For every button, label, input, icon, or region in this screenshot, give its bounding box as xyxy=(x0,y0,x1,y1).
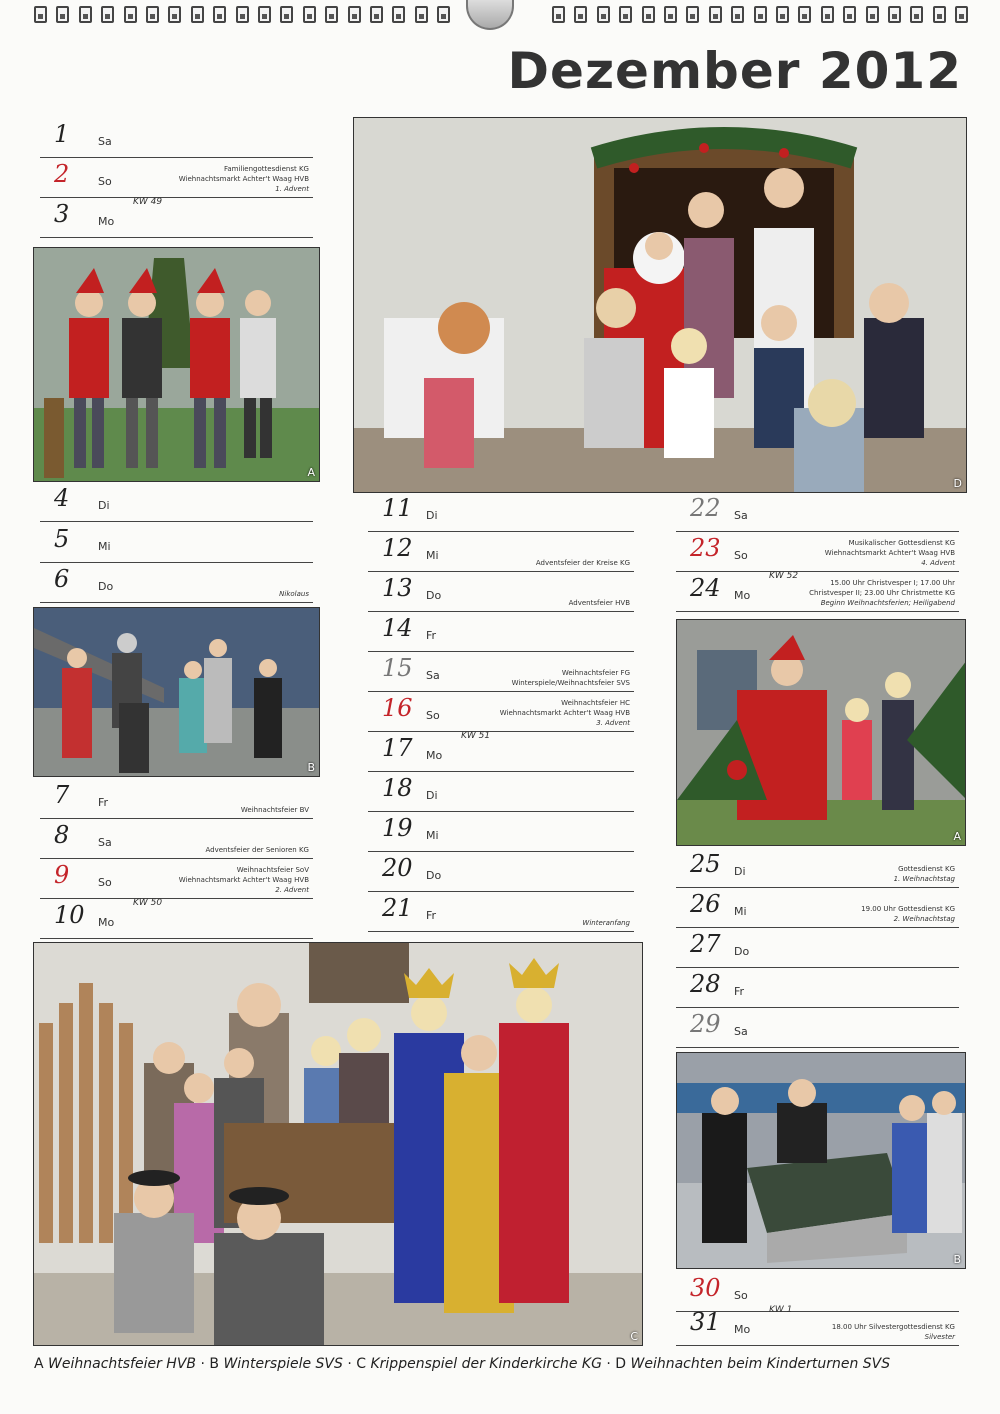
binding-ring xyxy=(325,6,338,23)
day-note: Nikolaus xyxy=(279,590,309,598)
calendar-week-label: KW 49 xyxy=(133,197,163,207)
binding-ring xyxy=(437,6,450,23)
weekday-label: Mi xyxy=(98,540,111,553)
day-number: 12 xyxy=(382,534,413,562)
weekday-label: Mi xyxy=(734,905,747,918)
spiral-binding xyxy=(0,0,1000,34)
day-number: 2 xyxy=(54,160,70,188)
binding-ring xyxy=(709,6,722,23)
binding-ring xyxy=(415,6,428,23)
day-number: 4 xyxy=(54,484,70,512)
day-row-16 xyxy=(368,692,634,732)
day-number: 13 xyxy=(382,574,413,602)
day-row-25 xyxy=(676,848,959,888)
binding-ring xyxy=(236,6,249,23)
calendar-week-label: KW 1 xyxy=(769,1305,793,1315)
event-line: Adventsfeier HVB xyxy=(568,599,630,607)
caption-a-text: Weihnachtsfeier HVB xyxy=(48,1356,197,1372)
day-row-7 xyxy=(40,779,313,819)
day-number: 27 xyxy=(690,930,721,958)
binding-ring xyxy=(574,6,587,23)
day-number: 6 xyxy=(54,565,70,593)
weekday-label: So xyxy=(98,175,112,188)
event-line: Weihnachtsfeier BV xyxy=(240,806,309,814)
day-number: 7 xyxy=(54,781,70,809)
photo-label: B xyxy=(953,1253,961,1266)
day-events xyxy=(179,164,309,194)
photo-c-nativity-play xyxy=(33,942,643,1346)
day-number: 5 xyxy=(54,525,70,553)
day-number: 28 xyxy=(690,970,721,998)
weekday-label: Mo xyxy=(426,749,443,762)
weekday-label: Do xyxy=(426,589,442,602)
photo-label: A xyxy=(307,466,315,479)
day-number: 3 xyxy=(54,200,70,228)
day-row-20 xyxy=(368,852,634,892)
event-line: 15.00 Uhr Christvesper I; 17.00 Uhr xyxy=(830,579,955,587)
binding-ring xyxy=(34,6,47,23)
event-line: Winterspiele/Weihnachtsfeier SVS xyxy=(511,679,630,687)
day-number: 20 xyxy=(382,854,413,882)
weekday-label: Di xyxy=(426,789,438,802)
day-row-4 xyxy=(40,482,313,522)
weekday-label: Mo xyxy=(98,916,115,929)
weekday-label: Mi xyxy=(426,549,439,562)
caption-b-letter: B xyxy=(209,1356,219,1372)
day-events xyxy=(861,904,955,924)
day-events xyxy=(825,538,955,568)
caption-c-text: Krippenspiel der Kinderkirche KG xyxy=(370,1356,602,1372)
weekday-label: Fr xyxy=(426,909,437,922)
day-events xyxy=(894,864,955,884)
day-events xyxy=(536,558,630,568)
day-row-21 xyxy=(368,892,634,932)
weekday-label: Sa xyxy=(98,836,112,849)
binding-ring xyxy=(888,6,901,23)
binding-ring xyxy=(642,6,655,23)
binding-ring xyxy=(664,6,677,23)
day-events xyxy=(206,845,310,855)
photo-d-santa-with-children xyxy=(353,117,967,493)
day-number: 24 xyxy=(690,574,721,602)
day-row-27 xyxy=(676,928,959,968)
weekday-label: Fr xyxy=(734,985,745,998)
photo-label: A xyxy=(953,830,961,843)
photo-label: B xyxy=(307,761,315,774)
caption-a-letter: A xyxy=(34,1356,44,1372)
binding-ring xyxy=(552,6,565,23)
day-number: 16 xyxy=(382,694,413,722)
day-number: 14 xyxy=(382,614,413,642)
day-row-28 xyxy=(676,968,959,1008)
day-events xyxy=(500,698,630,728)
event-line: Wiehnachtsmarkt Achter't Waag HVB xyxy=(178,876,309,884)
binding-ring xyxy=(258,6,271,23)
weekday-label: Mi xyxy=(426,829,439,842)
day-note: 2. Weihnachtstag xyxy=(893,915,955,923)
day-row-31 xyxy=(676,1306,959,1346)
binding-ring xyxy=(821,6,834,23)
day-row-17 xyxy=(368,732,634,772)
day-events xyxy=(279,589,309,599)
day-row-12 xyxy=(368,532,634,572)
day-row-19 xyxy=(368,812,634,852)
binding-ring xyxy=(776,6,789,23)
caption-b-text: Winterspiele SVS xyxy=(223,1356,343,1372)
day-row-15 xyxy=(368,652,634,692)
event-line: Gottesdienst KG xyxy=(898,865,955,873)
caption-c-letter: C xyxy=(356,1356,367,1372)
binding-ring xyxy=(146,6,159,23)
weekday-label: Di xyxy=(426,509,438,522)
weekday-label: Do xyxy=(98,580,114,593)
weekday-label: Sa xyxy=(734,1025,748,1038)
calendar-hanger xyxy=(466,0,514,30)
binding-ring xyxy=(798,6,811,23)
binding-ring xyxy=(843,6,856,23)
day-row-3 xyxy=(40,198,313,238)
day-events xyxy=(582,918,630,928)
event-line: Weihnachtsfeier SoV xyxy=(236,866,309,874)
caption-d-text: Weihnachten beim Kinderturnen SVS xyxy=(630,1356,891,1372)
day-events xyxy=(241,805,309,815)
binding-ring xyxy=(955,6,968,23)
binding-ring xyxy=(79,6,92,23)
day-events xyxy=(832,1322,955,1342)
photo-caption xyxy=(34,1356,890,1372)
binding-ring xyxy=(348,6,361,23)
day-row-23 xyxy=(676,532,959,572)
calendar-week-label: KW 51 xyxy=(461,731,491,741)
photo-b-table-football xyxy=(676,1052,966,1269)
day-row-22 xyxy=(676,492,959,532)
day-note: Beginn Weihnachtsferien; Heiligabend xyxy=(820,599,955,607)
weekday-label: So xyxy=(734,549,748,562)
event-line: Wiehnachtsmarkt Achter't Waag HVB xyxy=(824,549,955,557)
day-row-10 xyxy=(40,899,313,939)
weekday-label: Mo xyxy=(98,215,115,228)
day-row-26 xyxy=(676,888,959,928)
event-line: 19.00 Uhr Gottesdienst KG xyxy=(861,905,955,913)
binding-ring xyxy=(101,6,114,23)
calendar-week-label: KW 52 xyxy=(769,571,799,581)
event-line: 18.00 Uhr Silvestergottesdienst KG xyxy=(831,1323,955,1331)
weekday-label: Sa xyxy=(98,135,112,148)
binding-ring xyxy=(124,6,137,23)
photo-a-santa-microphone xyxy=(676,619,966,846)
binding-ring xyxy=(754,6,767,23)
event-line: Familiengottesdienst KG xyxy=(223,165,309,173)
month-title: Dezember 2012 xyxy=(507,42,962,100)
event-line: Wiehnachtsmarkt Achter't Waag HVB xyxy=(499,709,630,717)
weekday-label: So xyxy=(734,1289,748,1302)
day-row-2 xyxy=(40,158,313,198)
day-events xyxy=(179,865,309,895)
binding-ring xyxy=(910,6,923,23)
day-note: 3. Advent xyxy=(596,719,630,727)
weekday-label: Di xyxy=(734,865,746,878)
weekday-label: So xyxy=(98,876,112,889)
day-note: Winteranfang xyxy=(582,919,630,927)
day-row-29 xyxy=(676,1008,959,1048)
day-number: 21 xyxy=(382,894,413,922)
photo-a-children-santa-hats xyxy=(33,247,320,482)
calendar-week-label: KW 50 xyxy=(133,898,163,908)
day-row-13 xyxy=(368,572,634,612)
binding-ring xyxy=(303,6,316,23)
day-number: 23 xyxy=(690,534,721,562)
weekday-label: So xyxy=(426,709,440,722)
binding-ring xyxy=(213,6,226,23)
day-events xyxy=(569,598,630,608)
weekday-label: Do xyxy=(734,945,750,958)
binding-ring xyxy=(619,6,632,23)
day-row-6 xyxy=(40,563,313,603)
day-row-1 xyxy=(40,118,313,158)
day-note: 4. Advent xyxy=(921,559,955,567)
day-note: 2. Advent xyxy=(275,886,309,894)
caption-d-letter: D xyxy=(615,1356,627,1372)
weekday-label: Fr xyxy=(98,796,109,809)
day-number: 25 xyxy=(690,850,721,878)
day-note: Silvester xyxy=(924,1333,955,1341)
event-line: Weihnachtsfeier FG xyxy=(561,669,630,677)
photo-label: C xyxy=(630,1330,638,1343)
weekday-label: Mo xyxy=(734,1323,751,1336)
event-line: Adventsfeier der Kreise KG xyxy=(535,559,630,567)
binding-ring xyxy=(731,6,744,23)
weekday-label: Mo xyxy=(734,589,751,602)
day-row-5 xyxy=(40,523,313,563)
day-row-11 xyxy=(368,492,634,532)
day-row-18 xyxy=(368,772,634,812)
binding-ring xyxy=(686,6,699,23)
day-note: 1. Weihnachtstag xyxy=(893,875,955,883)
binding-ring xyxy=(370,6,383,23)
weekday-label: Sa xyxy=(734,509,748,522)
day-number: 30 xyxy=(690,1274,721,1302)
day-row-8 xyxy=(40,819,313,859)
photo-b-winter-games xyxy=(33,607,320,777)
event-line: Christvesper II; 23.00 Uhr Christmette KG xyxy=(809,589,955,597)
day-number: 9 xyxy=(54,861,70,889)
day-number: 19 xyxy=(382,814,413,842)
photo-label: D xyxy=(953,477,962,490)
day-events xyxy=(809,578,955,608)
binding-ring xyxy=(933,6,946,23)
day-number: 31 xyxy=(690,1308,721,1336)
day-number: 22 xyxy=(690,494,721,522)
day-number: 18 xyxy=(382,774,413,802)
day-row-9 xyxy=(40,859,313,899)
weekday-label: Fr xyxy=(426,629,437,642)
day-number: 15 xyxy=(382,654,413,682)
caption-separator: · xyxy=(347,1356,352,1372)
event-line: Adventsfeier der Senioren KG xyxy=(205,846,309,854)
binding-ring xyxy=(597,6,610,23)
weekday-label: Sa xyxy=(426,669,440,682)
day-number: 8 xyxy=(54,821,70,849)
day-note: 1. Advent xyxy=(275,185,309,193)
binding-ring xyxy=(56,6,69,23)
day-number: 10 xyxy=(54,901,85,929)
day-number: 1 xyxy=(54,120,70,148)
event-line: Weihnachtsfeier HC xyxy=(561,699,630,707)
caption-separator: · xyxy=(200,1356,205,1372)
binding-ring xyxy=(866,6,879,23)
weekday-label: Di xyxy=(98,499,110,512)
event-line: Musikalischer Gottesdienst KG xyxy=(848,539,955,547)
day-events xyxy=(512,668,630,688)
binding-ring xyxy=(392,6,405,23)
caption-separator: · xyxy=(606,1356,611,1372)
day-row-24 xyxy=(676,572,959,612)
binding-ring xyxy=(191,6,204,23)
day-number: 29 xyxy=(690,1010,721,1038)
day-number: 17 xyxy=(382,734,413,762)
day-row-14 xyxy=(368,612,634,652)
day-number: 26 xyxy=(690,890,721,918)
binding-ring xyxy=(168,6,181,23)
day-number: 11 xyxy=(382,494,413,522)
event-line: Wiehnachtsmarkt Achter't Waag HVB xyxy=(178,175,309,183)
weekday-label: Do xyxy=(426,869,442,882)
binding-ring xyxy=(280,6,293,23)
